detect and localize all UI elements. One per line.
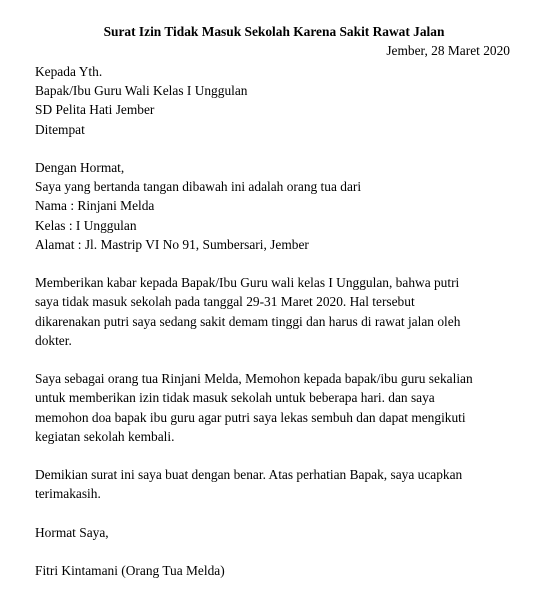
paragraph-line: memohon doa bapak ibu guru agar putri saya lekas sembuh dan dapat mengikuti <box>35 409 466 425</box>
paragraph-line: saya tidak masuk sekolah pada tanggal 29-31 Maret 2020. Hal tersebut <box>35 294 415 310</box>
recipient-line: Kepada Yth. <box>35 64 103 79</box>
spacer <box>35 542 515 561</box>
paragraph-notice <box>35 273 515 350</box>
paragraph-line: dikarenakan putri saya sedang sakit demam tinggi dan harus di rawat jalan oleh <box>35 313 461 329</box>
recipient-block <box>35 62 515 139</box>
paragraph-closing <box>35 465 515 503</box>
student-name: Nama : Rinjani Melda <box>35 198 155 214</box>
paragraph-line: Saya sebagai orang tua Rinjani Melda, Memohon kepada bapak/ibu guru sekalian <box>35 371 473 387</box>
letter-title: Surat Izin Tidak Masuk Sekolah Karena Sakit Rawat Jalan <box>103 24 445 39</box>
recipient-line: SD Pelita Hati Jember <box>35 102 155 118</box>
spacer <box>35 350 515 369</box>
signature-name: Fitri Kintamani (Orang Tua Melda) <box>35 563 225 579</box>
letter-date: Jember, 28 Maret 2020 <box>386 43 510 58</box>
spacer <box>35 504 515 523</box>
paragraph-line: Demikian surat ini saya buat dengan benar. Atas perhatian Bapak, saya ucapkan <box>35 467 463 483</box>
spacer <box>35 139 515 158</box>
paragraph-line: terimakasih. <box>35 486 101 502</box>
paragraph-line: Memberikan kabar kepada Bapak/Ibu Guru wali kelas I Unggulan, bahwa putri <box>35 275 460 291</box>
letter-body <box>35 62 515 580</box>
closing-greeting: Hormat Saya, <box>35 524 109 540</box>
spacer <box>35 254 515 273</box>
recipient-line: Ditempat <box>35 121 85 137</box>
intro-line: Saya yang bertanda tangan dibawah ini adalah orang tua dari <box>35 179 362 195</box>
paragraph-line: untuk memberikan izin tidak masuk sekolah untuk beberapa hari. dan saya <box>35 390 435 406</box>
salutation: Dengan Hormat, <box>35 160 125 175</box>
paragraph-line: kegiatan sekolah kembali. <box>35 428 175 444</box>
student-address: Alamat : Jl. Mastrip VI No 91, Sumbersari, Jember <box>35 236 309 252</box>
paragraph-line: dokter. <box>35 332 72 348</box>
opening-block <box>35 158 515 254</box>
recipient-line: Bapak/Ibu Guru Wali Kelas I Unggulan <box>35 83 248 99</box>
student-class: Kelas : I Unggulan <box>35 217 137 233</box>
spacer <box>35 446 515 465</box>
paragraph-request <box>35 369 515 446</box>
